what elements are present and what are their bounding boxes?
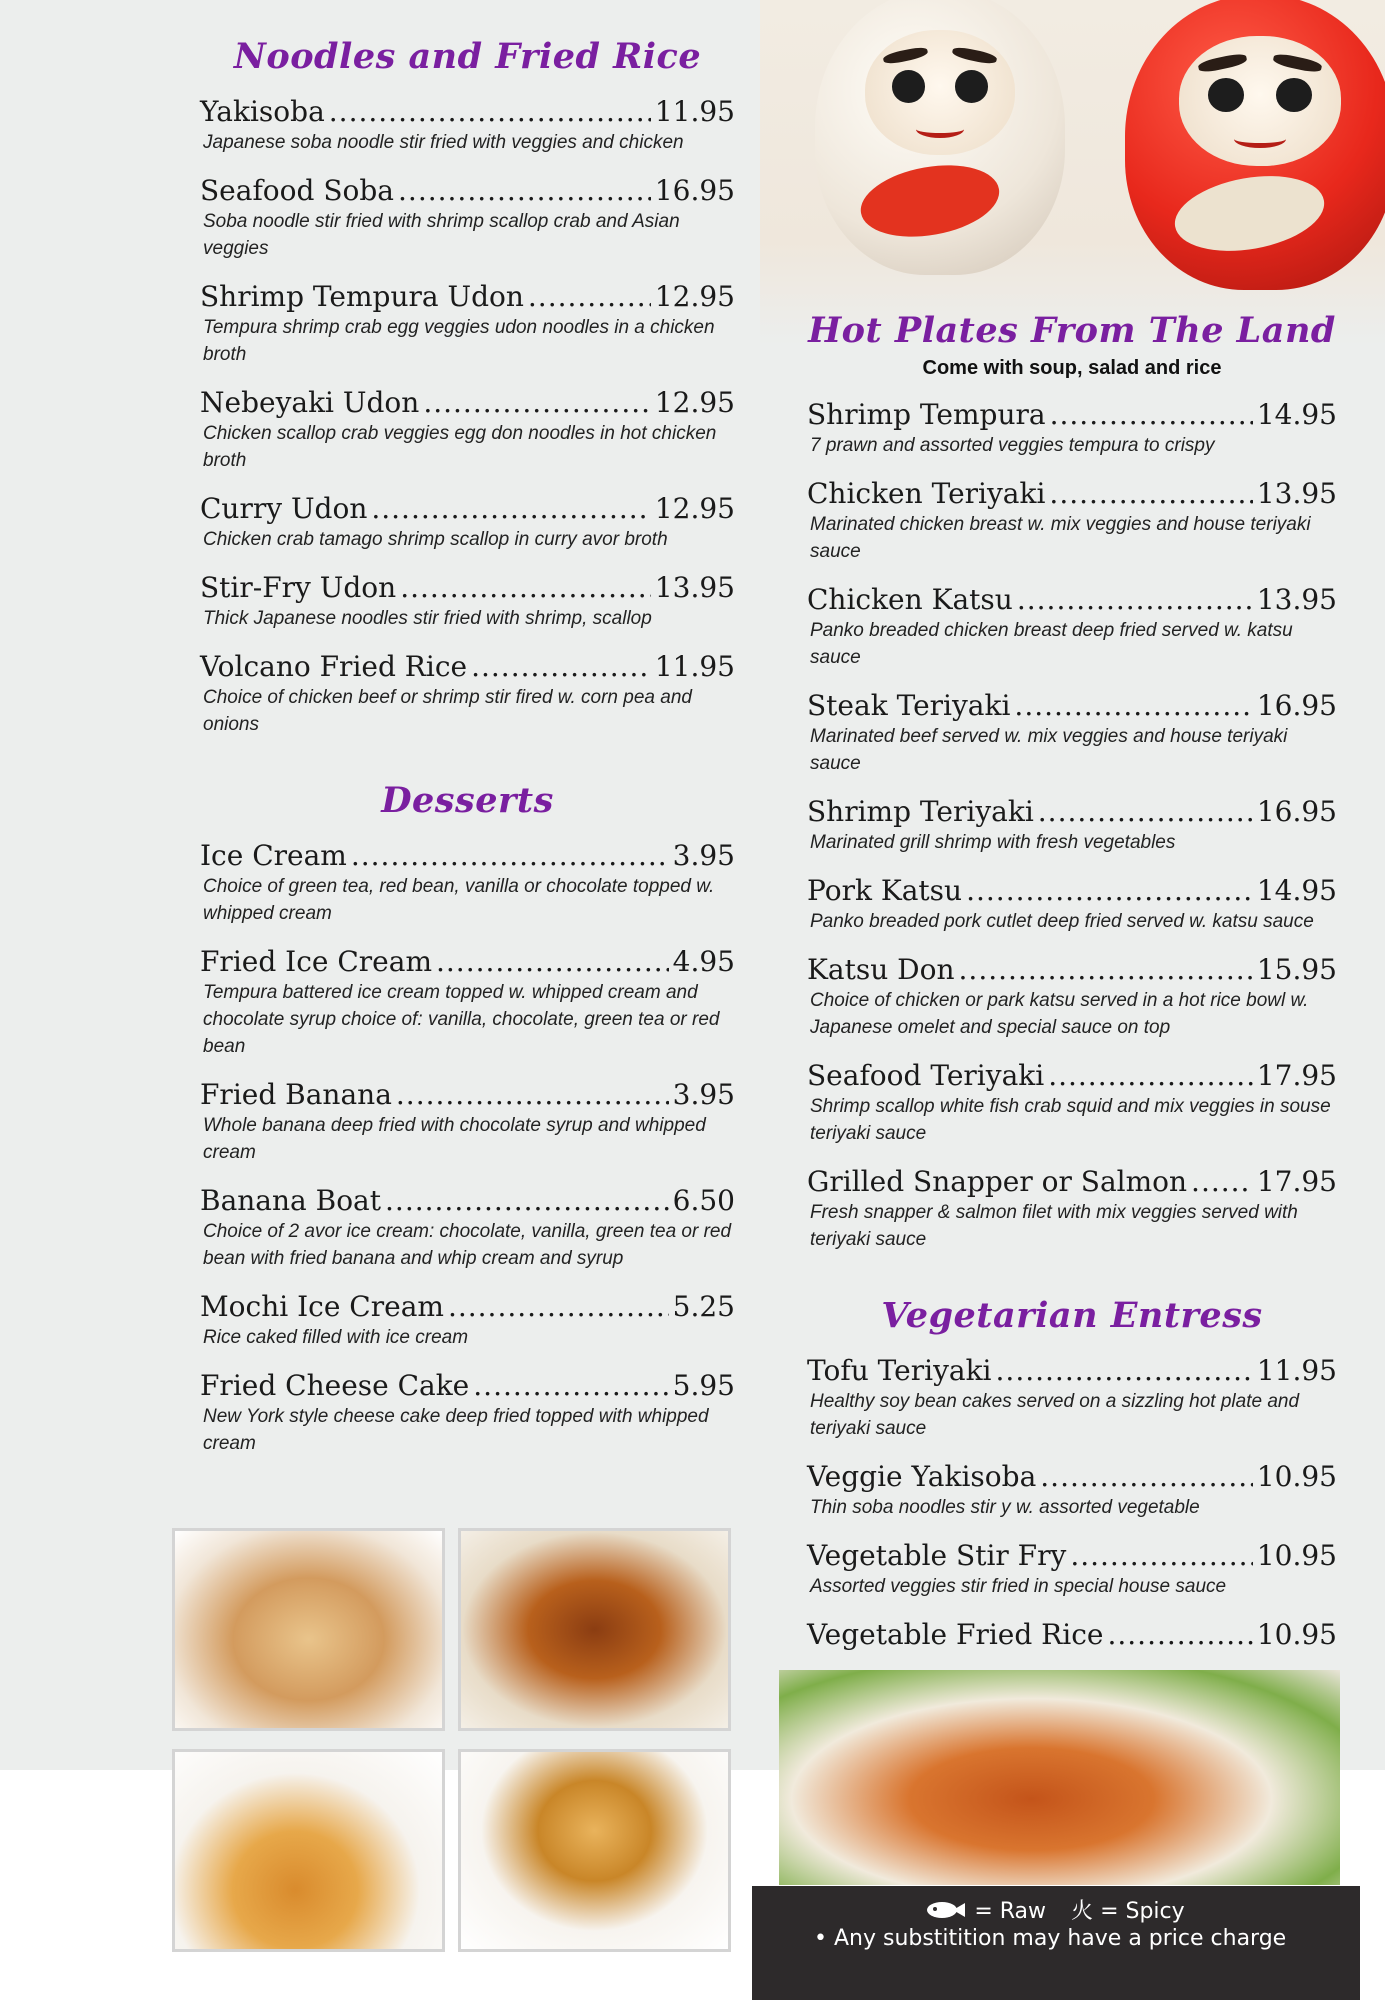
menu-item (807, 795, 1337, 856)
menu-item-description: Healthy soy bean cakes served on a sizzling hot plate and teriyaki sauce (810, 1391, 1300, 1439)
menu-item (807, 1618, 1337, 1652)
menu-item-description: Tempura shrimp crab egg veggies udon noodles in a chicken broth (203, 317, 715, 365)
dot-leader (396, 1078, 669, 1112)
dot-leader (1107, 1618, 1252, 1652)
menu-item-description: New York style cheese cake deep fried topped with whipped cream (203, 1406, 709, 1454)
menu-item-description: Shrimp scallop white fish crab squid and mix veggies in souse teriyaki sauce (810, 1096, 1331, 1144)
section-title-vegetarian: Vegetarian Entress (881, 1295, 1263, 1336)
menu-item (200, 650, 735, 738)
menu-item-price: 10.95 (1256, 1460, 1337, 1493)
menu-item-name: Shrimp Tempura Udon (200, 280, 524, 313)
photo-shrimp-teriyaki-plate (779, 1670, 1340, 1885)
menu-item-price: 3.95 (672, 1078, 735, 1111)
menu-item (807, 583, 1337, 671)
legend-line (752, 1894, 1360, 1925)
spicy-label: = Spicy (1100, 1899, 1185, 1924)
dot-leader (1040, 1460, 1253, 1494)
menu-item-price: 11.95 (654, 95, 735, 128)
menu-item (200, 571, 735, 632)
menu-item-name: Fried Ice Cream (200, 945, 432, 978)
menu-item-price: 11.95 (1256, 1354, 1337, 1387)
dot-leader (448, 1290, 669, 1324)
menu-item (200, 1369, 735, 1457)
menu-item-name: Curry Udon (200, 492, 368, 525)
dot-leader (528, 280, 651, 314)
menu-item-name: Veggie Yakisoba (807, 1460, 1037, 1493)
menu-item-name: Shrimp Teriyaki (807, 795, 1034, 828)
menu-item-price: 16.95 (1256, 795, 1337, 828)
menu-item-description: 7 prawn and assorted veggies tempura to crispy (810, 435, 1215, 456)
menu-item-name: Banana Boat (200, 1184, 382, 1217)
menu-item-price: 13.95 (1256, 583, 1337, 616)
menu-item-name: Yakisoba (200, 95, 325, 128)
menu-item-description: Thin soba noodles stir y w. assorted vegetable (810, 1497, 1200, 1518)
menu-item (807, 689, 1337, 777)
section-title-hot-plates: Hot Plates From The Land (808, 310, 1336, 351)
section-subtitle-hot-plates: Come with soup, salad and rice (922, 357, 1222, 379)
menu-item-price: 14.95 (1256, 398, 1337, 431)
white-daruma-doll (815, 0, 1065, 275)
menu-item-description: Chicken scallop crab veggies egg don noodles in hot chicken broth (203, 423, 717, 471)
menu-item-description: Assorted veggies stir fried in special house sauce (810, 1576, 1227, 1597)
menu-item-price: 10.95 (1256, 1618, 1337, 1651)
menu-item-price: 5.95 (672, 1369, 735, 1402)
menu-item-description: Soba noodle stir fried with shrimp scallop crab and Asian veggies (203, 211, 680, 259)
menu-item (200, 174, 735, 262)
menu-item-name: Shrimp Tempura (807, 398, 1046, 431)
menu-item (807, 1165, 1337, 1253)
menu-item-price: 13.95 (1256, 477, 1337, 510)
dot-leader (436, 945, 669, 979)
dot-leader (1048, 1059, 1253, 1093)
photo-fried-ice-cream (458, 1749, 731, 1952)
menu-item-price: 11.95 (654, 650, 735, 683)
menu-item-description: Choice of chicken beef or shrimp stir fired w. corn pea and onions (203, 687, 692, 735)
menu-item-price: 5.25 (672, 1290, 735, 1323)
menu-item (807, 874, 1337, 935)
dot-leader (1017, 583, 1253, 617)
menu-item-description: Japanese soba noodle stir fried with veggies and chicken (203, 132, 684, 153)
menu-item-name: Katsu Don (807, 953, 955, 986)
dot-leader (959, 953, 1253, 987)
menu-item (807, 1059, 1337, 1147)
menu-item-name: Chicken Teriyaki (807, 477, 1046, 510)
menu-item-name: Seafood Soba (200, 174, 395, 207)
menu-item-description: Thick Japanese noodles stir fried with shrimp, scallop (203, 608, 652, 629)
dot-leader (1014, 689, 1252, 723)
menu-item (807, 477, 1337, 565)
dot-leader (371, 492, 650, 526)
dot-leader (351, 839, 669, 873)
menu-item (200, 839, 735, 927)
menu-item-name: Volcano Fried Rice (200, 650, 468, 683)
menu-item (200, 280, 735, 368)
menu-item (200, 1290, 735, 1351)
photo-teriyaki-salmon (458, 1528, 731, 1731)
right-column (807, 310, 1337, 1652)
menu-item (807, 1539, 1337, 1600)
menu-item-description: Whole banana deep fried with chocolate syrup and whipped cream (203, 1115, 706, 1163)
dot-leader (966, 874, 1253, 908)
menu-item-description: Marinated beef served w. mix veggies and house teriyaki sauce (810, 726, 1288, 774)
menu-item-price: 4.95 (672, 945, 735, 978)
menu-item (807, 1460, 1337, 1521)
menu-item-name: Steak Teriyaki (807, 689, 1011, 722)
menu-item-description: Marinated grill shrimp with fresh vegetables (810, 832, 1176, 853)
menu-item-name: Mochi Ice Cream (200, 1290, 444, 1323)
menu-item-description: Rice caked filled with ice cream (203, 1327, 469, 1348)
menu-item-price: 10.95 (1256, 1539, 1337, 1572)
menu-item-description: Fresh snapper & salmon filet with mix veggies served with teriyaki sauce (810, 1202, 1298, 1250)
menu-item-name: Grilled Snapper or Salmon (807, 1165, 1188, 1198)
left-column (200, 36, 735, 1457)
dot-leader (1038, 795, 1253, 829)
dot-leader (1050, 398, 1253, 432)
menu-item (200, 95, 735, 156)
dot-leader (385, 1184, 669, 1218)
menu-item (807, 398, 1337, 459)
dot-leader (1070, 1539, 1253, 1573)
dot-leader (471, 650, 651, 684)
dot-leader (1191, 1165, 1253, 1199)
fire-icon: 火 (1071, 1899, 1094, 1924)
menu-item-description: Choice of green tea, red bean, vanilla or chocolate topped w. whipped cream (203, 876, 715, 924)
menu-item-name: Vegetable Fried Rice (807, 1618, 1104, 1651)
menu-item (200, 1184, 735, 1272)
dot-leader (423, 386, 651, 420)
menu-item-description: Chicken crab tamago shrimp scallop in curry avor broth (203, 529, 668, 550)
dot-leader (996, 1354, 1253, 1388)
footer-legend-bar (752, 1886, 1360, 2000)
fish-icon (927, 1900, 967, 1920)
menu-item-price: 16.95 (654, 174, 735, 207)
menu-item (807, 1354, 1337, 1442)
photo-katsu (172, 1749, 445, 1952)
dot-leader (1049, 477, 1252, 511)
menu-list-vegetarian (807, 1354, 1337, 1652)
photo-stir-fry-udon (172, 1528, 445, 1731)
menu-item-name: Fried Cheese Cake (200, 1369, 470, 1402)
menu-item-name: Vegetable Stir Fry (807, 1539, 1067, 1572)
menu-item-price: 13.95 (654, 571, 735, 604)
menu-item-price: 14.95 (1256, 874, 1337, 907)
menu-item-price: 16.95 (1256, 689, 1337, 722)
menu-item-name: Chicken Katsu (807, 583, 1013, 616)
menu-item-price: 6.50 (672, 1184, 735, 1217)
menu-item-description: Marinated chicken breast w. mix veggies and house teriyaki sauce (810, 514, 1311, 562)
menu-item-name: Ice Cream (200, 839, 347, 872)
menu-item-price: 3.95 (672, 839, 735, 872)
dot-leader (473, 1369, 668, 1403)
menu-item-description: Choice of chicken or park katsu served in a hot rice bowl w. Japanese omelet and special sauce on top (810, 990, 1309, 1038)
section-title-desserts: Desserts (381, 780, 554, 821)
menu-item-name: Tofu Teriyaki (807, 1354, 992, 1387)
menu-list-desserts (200, 839, 735, 1457)
menu-item-description: Panko breaded pork cutlet deep fried served w. katsu sauce (810, 911, 1314, 932)
menu-item-name: Pork Katsu (807, 874, 963, 907)
menu-item-name: Stir-Fry Udon (200, 571, 397, 604)
menu-list-noodles (200, 95, 735, 738)
menu-item-name: Nebeyaki Udon (200, 386, 420, 419)
dot-leader (329, 95, 651, 129)
menu-item-price: 12.95 (654, 492, 735, 525)
dot-leader (398, 174, 651, 208)
menu-item-price: 12.95 (654, 386, 735, 419)
menu-item-price: 12.95 (654, 280, 735, 313)
menu-item-name: Fried Banana (200, 1078, 392, 1111)
menu-item-description: Tempura battered ice cream topped w. whipped cream and chocolate syrup choice of: vanilla, chocolate, green tea or red bean (203, 982, 720, 1057)
raw-label: = Raw (974, 1899, 1047, 1924)
menu-item-price: 17.95 (1256, 1059, 1337, 1092)
menu-item-price: 17.95 (1256, 1165, 1337, 1198)
dot-leader (400, 571, 651, 605)
menu-item (200, 386, 735, 474)
menu-item (807, 953, 1337, 1041)
menu-list-hot-plates (807, 398, 1337, 1253)
red-daruma-doll (1125, 0, 1385, 290)
substitution-note: • Any substitition may have a price charge (814, 1926, 1287, 1951)
menu-item-price: 15.95 (1256, 953, 1337, 986)
menu-item-name: Seafood Teriyaki (807, 1059, 1045, 1092)
daruma-dolls-photo (760, 0, 1385, 345)
menu-item (200, 945, 735, 1060)
menu-item (200, 1078, 735, 1166)
menu-item-description: Choice of 2 avor ice cream: chocolate, vanilla, green tea or red bean with fried banana and whip cream and syrup (203, 1221, 732, 1269)
menu-item (200, 492, 735, 553)
section-title-noodles: Noodles and Fried Rice (233, 36, 702, 77)
menu-item-description: Panko breaded chicken breast deep fried served w. katsu sauce (810, 620, 1293, 668)
